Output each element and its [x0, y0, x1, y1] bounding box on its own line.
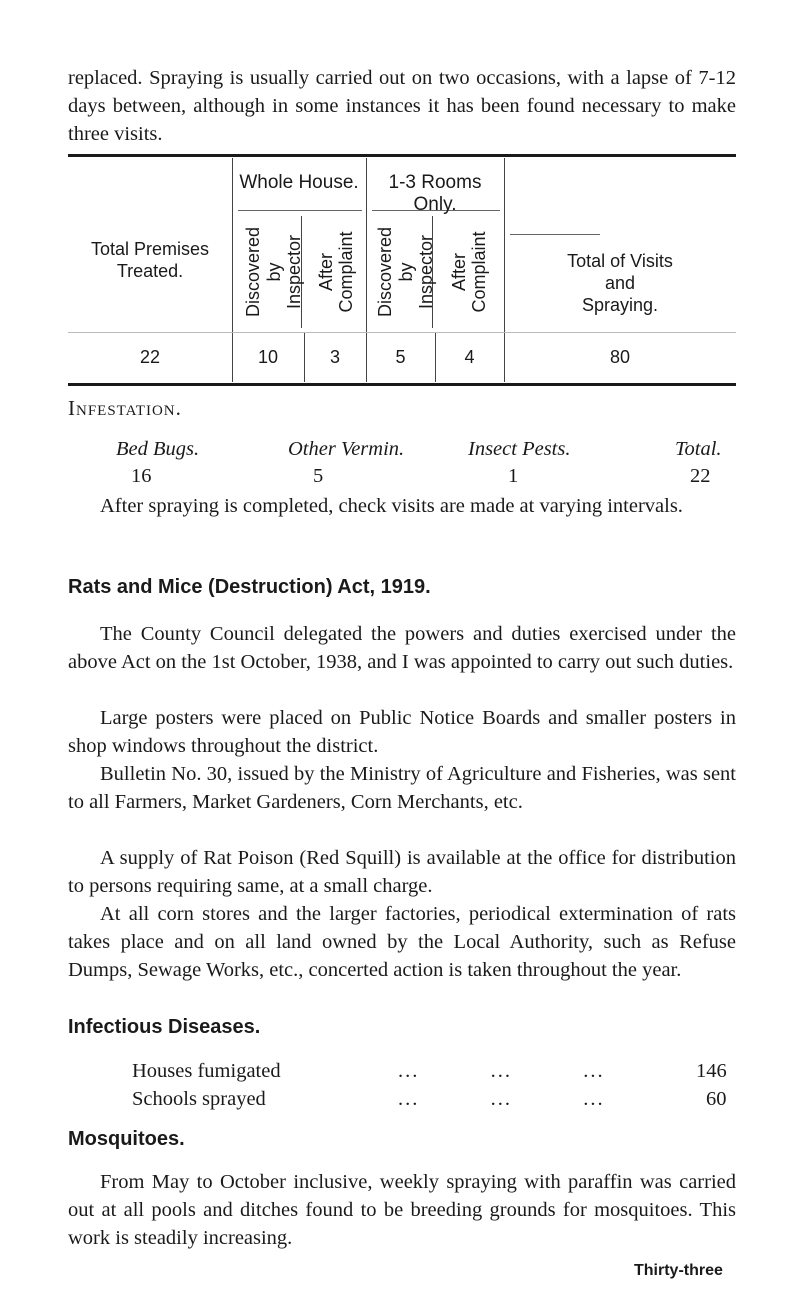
infestation-value-total: 22	[690, 465, 711, 487]
rats-paragraph-3: Bulletin No. 30, issued by the Ministry of Agriculture and Fisheries, was sent to all Farmers, Market Gardeners, Corn Merchants, etc.	[68, 763, 736, 813]
infestation-note: After spraying is completed, check visits are made at varying intervals.	[100, 495, 683, 517]
header-total-visits: Total of Visits and Spraying.	[567, 251, 673, 315]
mosquitoes-paragraph: From May to October inclusive, weekly spraying with paraffin was carried out at all pools and ditches found to be breeding grounds for mosquitoes. This work is steadily increasing.	[68, 1171, 736, 1249]
infestation-value-bed-bugs: 16	[131, 465, 152, 487]
infestation-label-bed-bugs: Bed Bugs.	[116, 438, 200, 460]
treatment-table	[68, 154, 736, 384]
rats-paragraph-5: At all corn stores and the larger factories, periodical extermination of rats takes place and on all land owned by the Local Authority, such as Refuse Dumps, Sewage Works, etc., concerted action is taken throughout the year.	[68, 903, 736, 981]
infestation-label-other-vermin: Other Vermin.	[288, 438, 405, 460]
infectious-row-label-schools: Schools sprayed	[132, 1088, 266, 1110]
infestation-value-insect-pests: 1	[508, 465, 519, 487]
rats-paragraph-4: A supply of Rat Poison (Red Squill) is available at the office for distribution to persons requiring same, at a small charge.	[68, 847, 736, 897]
infestation-label-total: Total.	[675, 438, 722, 460]
page-number-footer: Thirty-three	[634, 1262, 723, 1279]
intro-paragraph: replaced. Spraying is usually carried out on two occasions, with a lapse of 7-12 days between, although in some instances it has been found necessary to make three visits.	[68, 67, 736, 145]
value-rooms-complaint: 4	[464, 347, 475, 367]
header-rooms-only: 1-3 Rooms Only.	[388, 172, 482, 215]
rats-paragraph-2: Large posters were placed on Public Notice Boards and smaller posters in shop windows throughout the district.	[68, 707, 736, 757]
subheader-rooms-after-complaint: After Complaint	[449, 231, 489, 313]
infectious-row-leader-schools: ... ... ...	[398, 1088, 605, 1110]
value-rooms-discovered: 5	[395, 347, 406, 367]
infestation-heading: Infestation.	[68, 396, 182, 420]
header-total-premises: Total Premises Treated.	[90, 239, 210, 281]
infectious-row-leader-houses: ... ... ...	[398, 1060, 605, 1082]
value-whole-discovered: 10	[257, 347, 279, 367]
value-total-visits: 80	[609, 347, 631, 367]
subheader-whole-after-complaint: After Complaint	[316, 231, 356, 313]
value-whole-complaint: 3	[329, 347, 340, 367]
infectious-row-value-houses: 146	[696, 1060, 727, 1082]
infestation-label-insect-pests: Insect Pests.	[468, 438, 571, 460]
subheader-rooms-discovered: Discovered	[375, 226, 395, 318]
subheader-whole-discovered: Discovered	[243, 226, 263, 318]
rats-paragraph-1: The County Council delegated the powers and duties exercised under the above Act on the 1st October, 1938, and I was appointed to carry out such duties.	[68, 623, 736, 673]
subheader-whole-by-inspector: by Inspector	[264, 234, 304, 310]
mosquitoes-heading: Mosquitoes.	[68, 1128, 185, 1150]
infectious-heading: Infectious Diseases.	[68, 1016, 261, 1038]
infestation-value-other-vermin: 5	[313, 465, 324, 487]
value-total-premises: 22	[139, 347, 161, 367]
subheader-rooms-by-inspector: by Inspector	[396, 234, 436, 310]
rats-heading: Rats and Mice (Destruction) Act, 1919.	[68, 576, 431, 598]
infectious-row-value-schools: 60	[706, 1088, 727, 1110]
infectious-row-label-houses: Houses fumigated	[132, 1060, 281, 1082]
header-whole-house: Whole House.	[239, 172, 359, 193]
